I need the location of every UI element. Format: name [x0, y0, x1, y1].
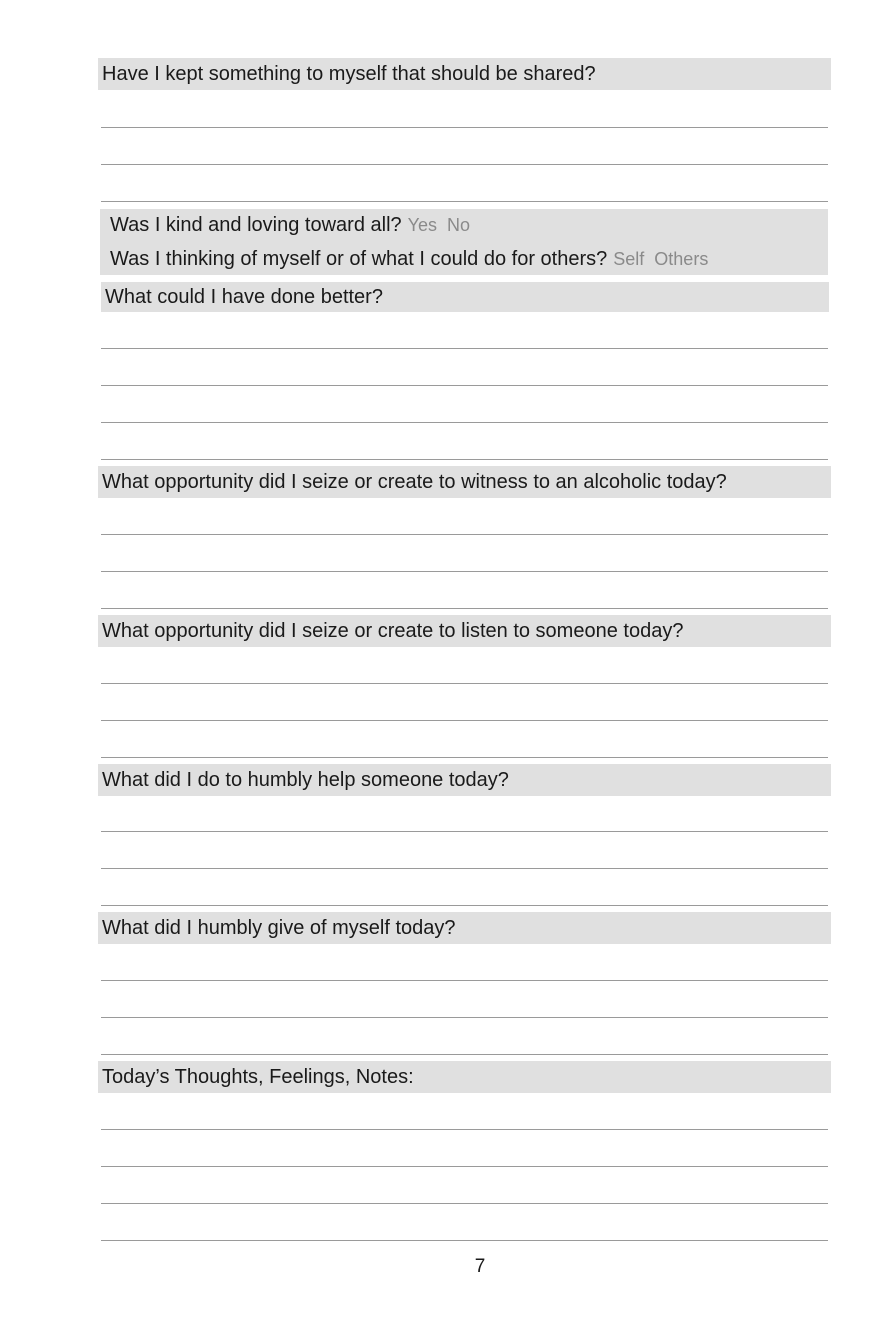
notes-heading-text: Today’s Thoughts, Feelings, Notes:: [102, 1066, 414, 1088]
answer-line[interactable]: [101, 459, 828, 460]
answer-line[interactable]: [101, 868, 828, 869]
question-listen: [98, 615, 831, 647]
notes-heading: [98, 1061, 831, 1093]
answer-line[interactable]: [101, 1129, 828, 1130]
question-give-text: What did I humbly give of myself today?: [102, 917, 456, 939]
answer-line[interactable]: [101, 534, 828, 535]
question-kind-text: Was I kind and loving toward all?: [110, 214, 402, 236]
question-better-text: What could I have done better?: [105, 286, 383, 308]
question-kind-thinking: [100, 209, 828, 275]
option-others[interactable]: Others: [654, 249, 709, 269]
answer-line[interactable]: [101, 164, 828, 165]
answer-line[interactable]: [101, 385, 828, 386]
question-shared: [98, 58, 831, 90]
option-self[interactable]: Self: [613, 249, 645, 269]
answer-line[interactable]: [101, 608, 828, 609]
question-listen-text: What opportunity did I seize or create to listen to someone today?: [102, 620, 684, 642]
answer-line[interactable]: [101, 757, 828, 758]
answer-line[interactable]: [101, 201, 828, 202]
answer-line[interactable]: [101, 1240, 828, 1241]
question-help-text: What did I do to humbly help someone today?: [102, 769, 509, 791]
option-no[interactable]: No: [447, 215, 471, 235]
answer-line[interactable]: [101, 1054, 828, 1055]
answer-line[interactable]: [101, 980, 828, 981]
answer-line[interactable]: [101, 127, 828, 128]
answer-line[interactable]: [101, 720, 828, 721]
question-thinking-text: Was I thinking of myself or of what I could do for others?: [110, 248, 608, 270]
answer-line[interactable]: [101, 422, 828, 423]
answer-line[interactable]: [101, 571, 828, 572]
question-kind-row: [110, 208, 828, 242]
question-witness: [98, 466, 831, 498]
answer-line[interactable]: [101, 683, 828, 684]
question-help: [98, 764, 831, 796]
answer-line[interactable]: [101, 348, 828, 349]
page-number: 7: [474, 1256, 486, 1277]
question-give: [98, 912, 831, 944]
question-thinking-row: [110, 242, 828, 276]
answer-line[interactable]: [101, 1166, 828, 1167]
question-shared-text: Have I kept something to myself that should be shared?: [102, 63, 596, 85]
option-yes[interactable]: Yes: [407, 215, 438, 235]
answer-line[interactable]: [101, 1203, 828, 1204]
answer-line[interactable]: [101, 905, 828, 906]
question-witness-text: What opportunity did I seize or create to witness to an alcoholic today?: [102, 471, 727, 493]
question-better: [101, 282, 829, 312]
answer-line[interactable]: [101, 831, 828, 832]
answer-line[interactable]: [101, 1017, 828, 1018]
